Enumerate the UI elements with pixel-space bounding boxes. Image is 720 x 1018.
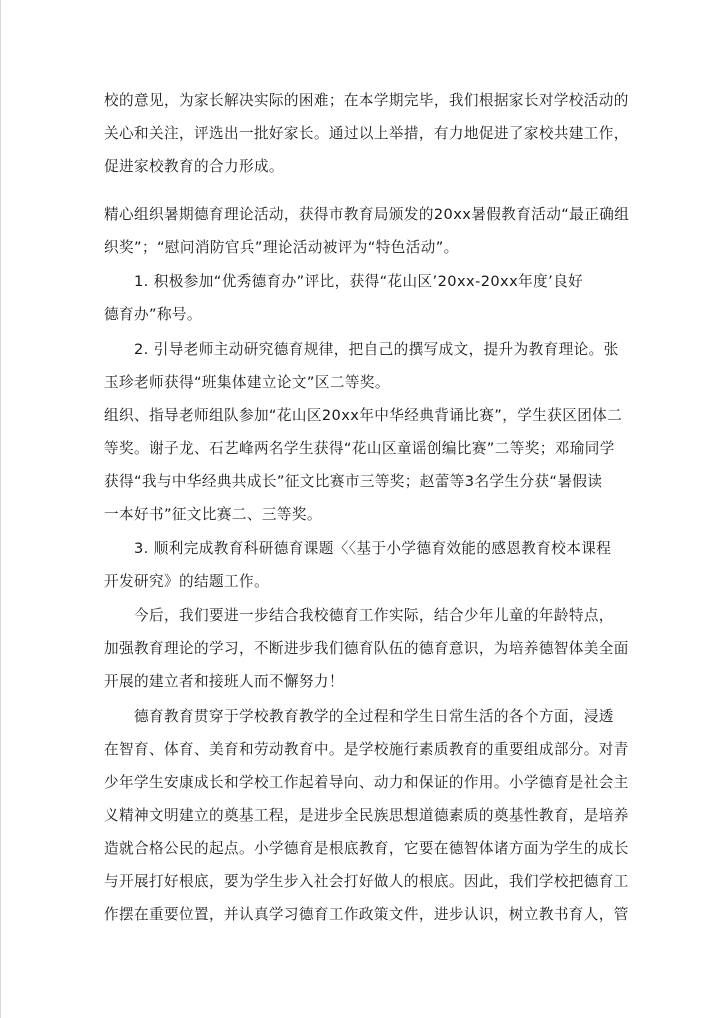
text-line: 一本好书”征文比赛二、三等奖。 <box>104 506 322 523</box>
text-line: 今后，我们要进一步结合我校德育工作实际，结合少年儿童的年龄特点， <box>134 607 614 624</box>
text-line: 作摆在重要位置，并认真学习德育工作政策文件，进步认识，树立教书育人，管 <box>104 906 629 923</box>
list-item-1: 1. 积极参加“优秀德育办”评比，获得“花山区’20xx-20xx年度’良好 <box>134 273 584 290</box>
text-line: 开发研究》的结题工作。 <box>104 573 269 590</box>
text-line: 加强教育理论的学习，不断进步我们德育队伍的德育意识，为培养德智体美全面 <box>104 640 629 657</box>
text-line: 在智育、体育、美育和劳动教育中。是学校施行素质教育的重要组成部分。对青 <box>104 741 629 758</box>
text-line: 校的意见，为家长解决实际的困难；在本学期完毕，我们根据家长对学校活动的 <box>104 92 629 109</box>
text-line: 义精神文明建立的奠基工程，是进步全民族思想道德素质的奠基性教育，是培养 <box>104 807 629 824</box>
text-line: 玉珍老师获得“班集体建立论文”区二等奖。 <box>104 374 390 391</box>
text-line: 德育办”称号。 <box>104 306 202 323</box>
list-item-3: 3. 顺利完成教育科研德育课题〈〈基于小学德育效能的感恩教育校本课程 <box>134 540 612 557</box>
list-item-2: 2. 引导老师主动研究德育规律，把自己的撰写成文，提升为教育理论。张 <box>134 341 619 358</box>
text-line: 等奖。谢子龙、石艺峰两名学生获得“花山区童谣创编比赛”二等奖；邓瑜同学 <box>104 440 615 457</box>
text-line: 造就合格公民的起点。小学德育是根底教育，它要在德智体诸方面为学生的成长 <box>104 840 629 857</box>
text-line: 织奖”；“慰问消防官兵”理论活动被评为“特色活动”。 <box>104 239 459 256</box>
text-line: 组织、指导老师组队参加“花山区20xx年中华经典背诵比赛”，学生获区团体二 <box>104 407 623 424</box>
text-line: 促进家校教育的合力形成。 <box>104 158 284 175</box>
text-line: 德育教育贯穿于学校教育教学的全过程和学生日常生活的各个方面，浸透 <box>134 708 614 725</box>
text-line: 获得“我与中华经典共成长”征文比赛市三等奖；赵蕾等3名学生分获“暑假读 <box>104 473 603 490</box>
text-line: 与开展打好根底，要为学生步入社会打好做人的根底。因此，我们学校把德育工 <box>104 873 629 890</box>
text-line: 少年学生安康成长和学校工作起着导向、动力和保证的作用。小学德育是社会主 <box>104 774 629 791</box>
text-line: 开展的建立者和接班人而不懈努力！ <box>104 673 344 690</box>
text-line: 关心和关注，评选出一批好家长。通过以上举措，有力地促进了家校共建工作， <box>104 125 629 142</box>
text-line: 精心组织暑期德育理论活动，获得市教育局颁发的20xx暑假教育活动“最正确组 <box>104 206 630 223</box>
